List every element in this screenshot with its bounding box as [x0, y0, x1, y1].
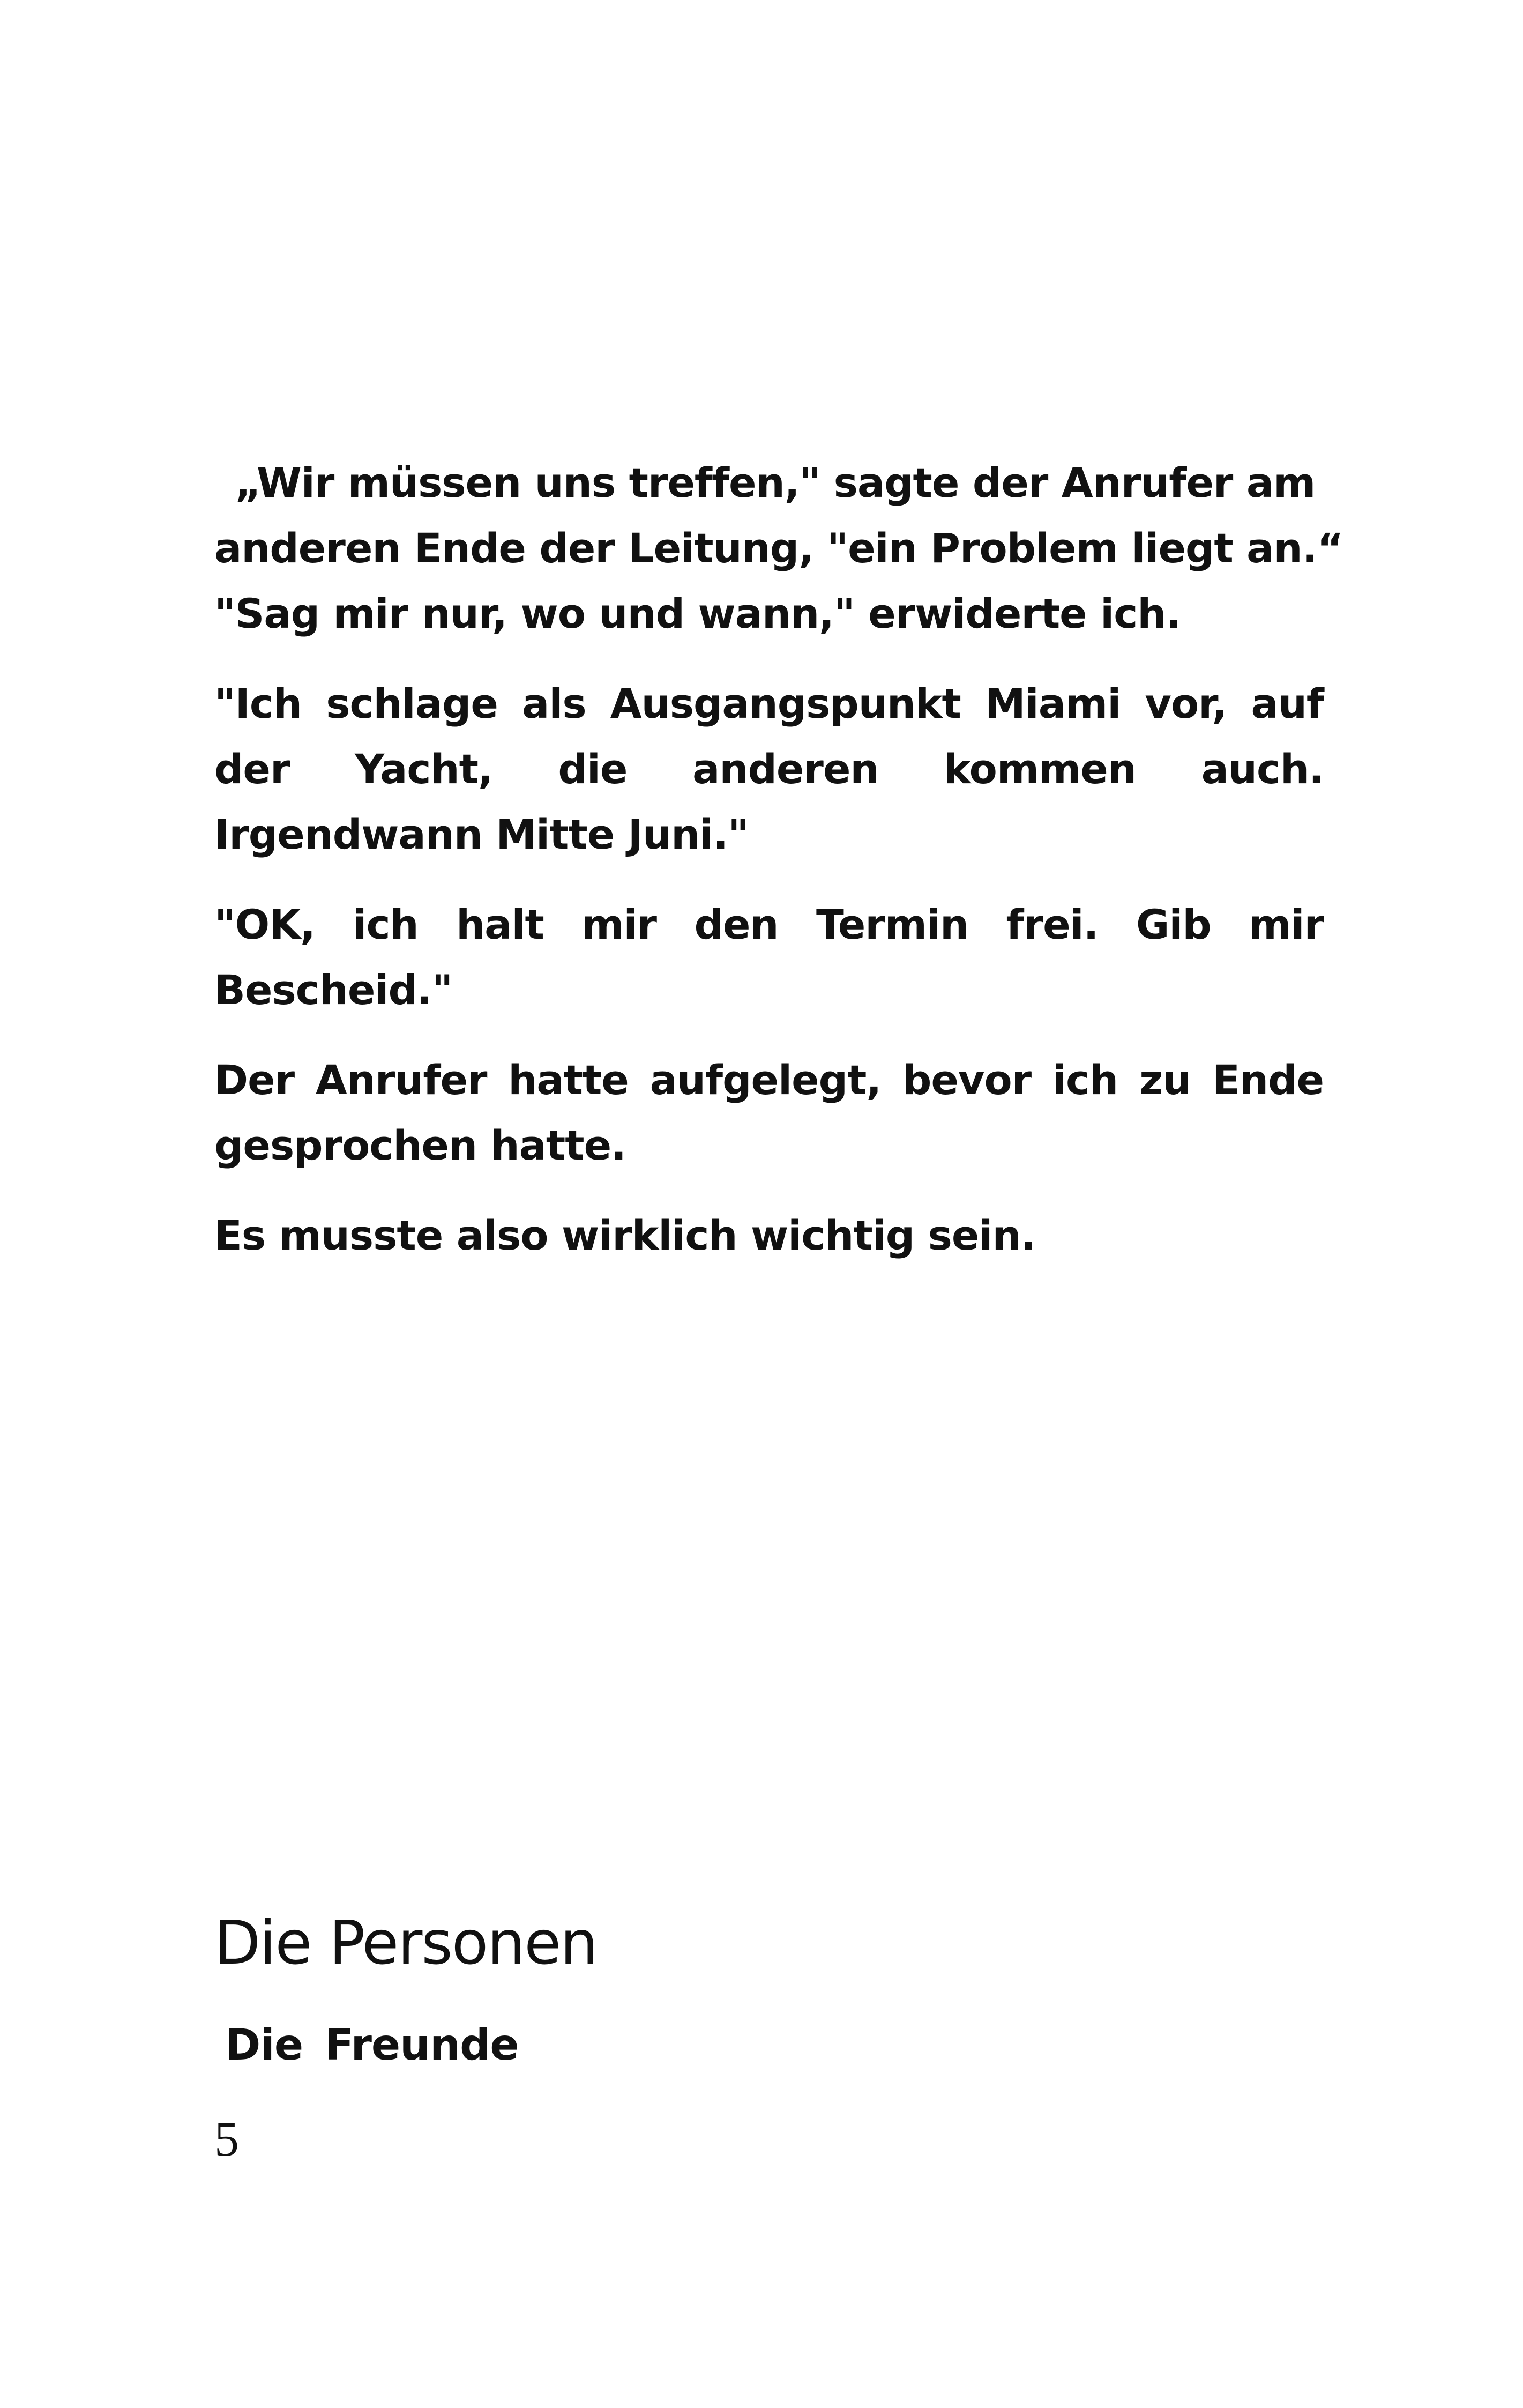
paragraph-important: Es musste also wirklich wichtig sein.: [214, 1212, 1036, 1259]
section-heading: Die Personen: [214, 1908, 598, 1978]
body-text: [214, 450, 1343, 1293]
page-number: 5: [214, 2112, 239, 2166]
paragraph-hung-up: Der Anrufer hatte aufgelegt, bevor ich zu Ende gesprochen hatte.: [214, 1056, 1324, 1169]
paragraph-phone-call: [214, 450, 1343, 646]
text-line: anderen Ende der Leitung, "ein Problem liegt an.“: [214, 524, 1343, 572]
subheading: Die Freunde: [225, 2020, 519, 2070]
paragraph-ok: "OK, ich halt mir den Termin frei. Gib mir Bescheid.": [214, 901, 1324, 1014]
paragraph-miami: "Ich schlage als Ausgangspunkt Miami vor, auf der Yacht, die anderen kommen auch. Irgendwann Mitte Juni.": [214, 680, 1324, 858]
text-line: „Wir müssen uns treffen," sagte der Anrufer am: [235, 459, 1316, 507]
text-line: "Sag mir nur, wo und wann," erwiderte ich.: [214, 590, 1181, 637]
